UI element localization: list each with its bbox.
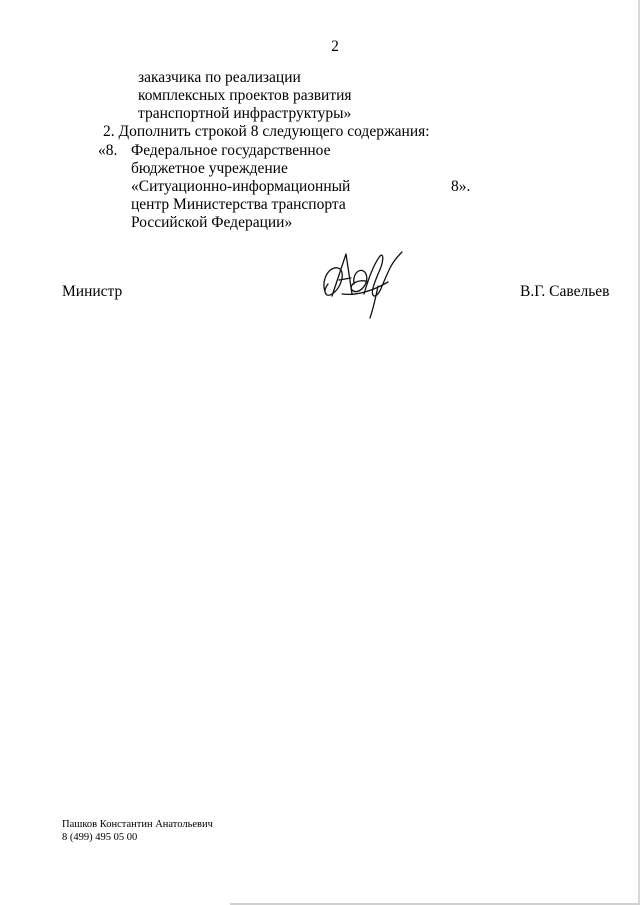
signatory-name: В.Г. Савельев [520,283,610,300]
row-name-line-3: «Ситуационно-информационный [131,178,351,195]
contact-phone: 8 (499) 495 05 00 [62,832,138,843]
instruction-paragraph: 2. Дополнить строкой 8 следующего содержания: [103,123,430,140]
row-name-line-4: центр Министерства транспорта [131,196,346,213]
continuation-line-1: заказчика по реализации [138,69,301,86]
handwritten-signature [318,244,404,322]
row-name-line-2: бюджетное учреждение [131,160,288,177]
row-name-line-5: Российской Федерации» [131,214,293,231]
signatory-position: Министр [62,283,123,300]
continuation-line-3: транспортной инфраструктуры» [138,105,352,122]
row-name-line-1: Федеральное государственное [131,142,331,159]
page-number: 2 [331,38,339,55]
continuation-line-2: комплексных проектов развития [138,87,352,104]
row-reference: 8». [451,178,471,195]
contact-name: Пашков Константин Анатольевич [62,819,213,830]
row-number: «8. [98,142,118,159]
